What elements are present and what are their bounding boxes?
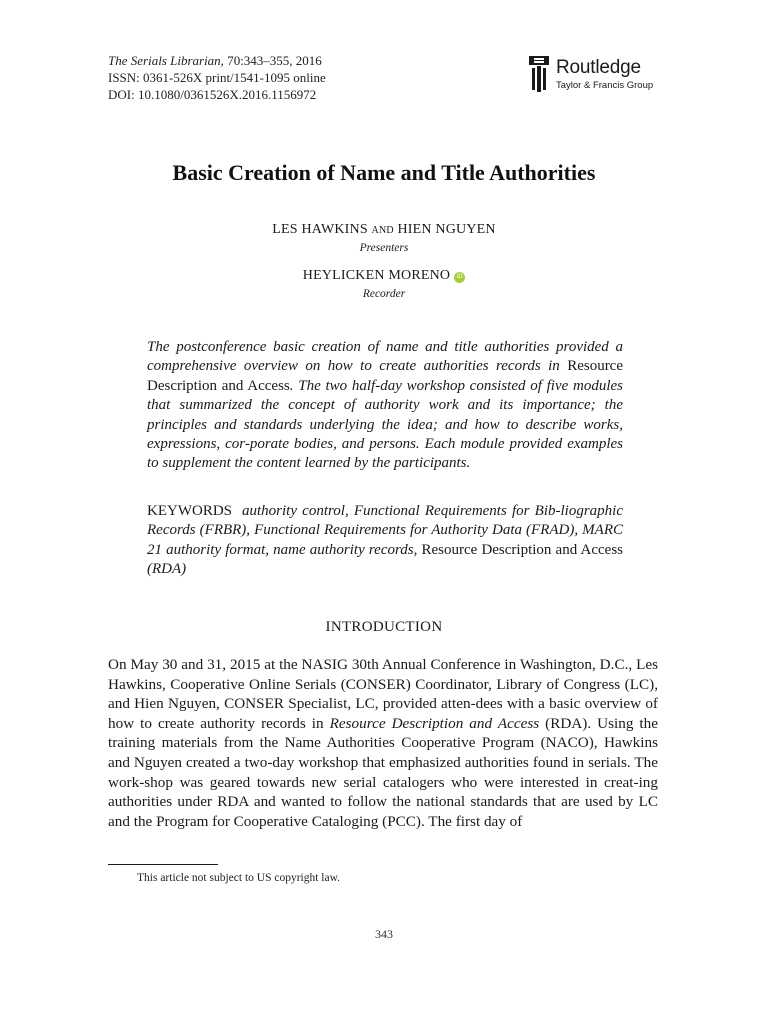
recorder-line — [0, 268, 768, 284]
introduction-heading: INTRODUCTION — [325, 619, 443, 635]
keywords — [147, 502, 623, 580]
footnote-divider — [108, 864, 218, 865]
publisher-group: Taylor & Francis Group — [556, 80, 654, 91]
article-title: Basic Creation of Name and Title Authorities — [172, 160, 596, 185]
introduction-paragraph — [108, 655, 658, 831]
keywords-label: KEYWORDS — [147, 503, 232, 519]
presenters-names: LES HAWKINS and HIEN NGUYEN — [272, 222, 496, 237]
keywords-rda-term: Resource Description and Access — [421, 541, 623, 558]
presenters-role: Presenters — [359, 242, 409, 254]
intro-rda-term: Resource Description and Access — [329, 714, 540, 732]
page-number: 343 — [375, 927, 393, 941]
keywords-text: authority control, Functional Requirements for Bib-liographic Records (FRBR), Functional Requirements for Authority Data (FRAD), MARC 21 authority format, name authority records, — [147, 503, 623, 558]
intro-text-2: (RDA). Using the training materials from the Name Authorities Cooperative Program (NACO), Hawkins and Nguyen created a two-day workshop that emphasized authorities found in serials. The work-shop was geared towards new serial catalogers who were interested in creat-ing authorities under RDA and wanted to follow the national standards that are used by LC and the Program for Cooperative Cataloging (PCC). The first day of — [108, 714, 658, 830]
journal-doi[interactable]: DOI: 10.1080/0361526X.2016.1156972 — [108, 87, 317, 102]
routledge-logo-icon — [528, 55, 550, 93]
orcid-icon[interactable]: iD — [454, 272, 465, 283]
publisher-name: Routledge — [556, 57, 641, 78]
recorder-role: Recorder — [362, 288, 406, 300]
abstract-text-2: . The two half-day workshop consisted of five modules that summarized the concept of authority work and its importance; the principles and standards underlying the idea; and how to describe works, expressions, cor-porate bodies, and persons. Each module provided examples to supplement the content learned by the participants. — [147, 377, 624, 472]
recorder-name: HEYLICKEN MORENO — [302, 268, 451, 283]
footnote: This article not subject to US copyright law. — [137, 872, 341, 884]
abstract — [147, 338, 623, 474]
abstract-text-1: The postconference basic creation of name and title authorities provided a comprehensive overview on how to create authorities records in — [147, 339, 623, 375]
keywords-tail: (RDA) — [147, 561, 187, 578]
journal-volume-pages: 70:343–355, 2016 — [223, 53, 322, 68]
abstract-rda-term: Resource Description and Access — [147, 358, 623, 394]
journal-name: The Serials Librarian, — [108, 53, 224, 68]
publisher-logo — [528, 55, 658, 95]
journal-citation-block — [108, 52, 326, 103]
journal-issn: ISSN: 0361-526X print/1541-1095 online — [108, 70, 326, 85]
intro-text-1: On May 30 and 31, 2015 at the NASIG 30th Annual Conference in Washington, D.C., Les Hawkins, Cooperative Online Serials (CONSER) Coordinator, Library of Congress (LC), and Hien Nguyen, CONSER Specialist, LC, provided atten-dees with a basic overview of how to create authority records in — [108, 656, 658, 732]
journal-citation — [108, 52, 326, 69]
